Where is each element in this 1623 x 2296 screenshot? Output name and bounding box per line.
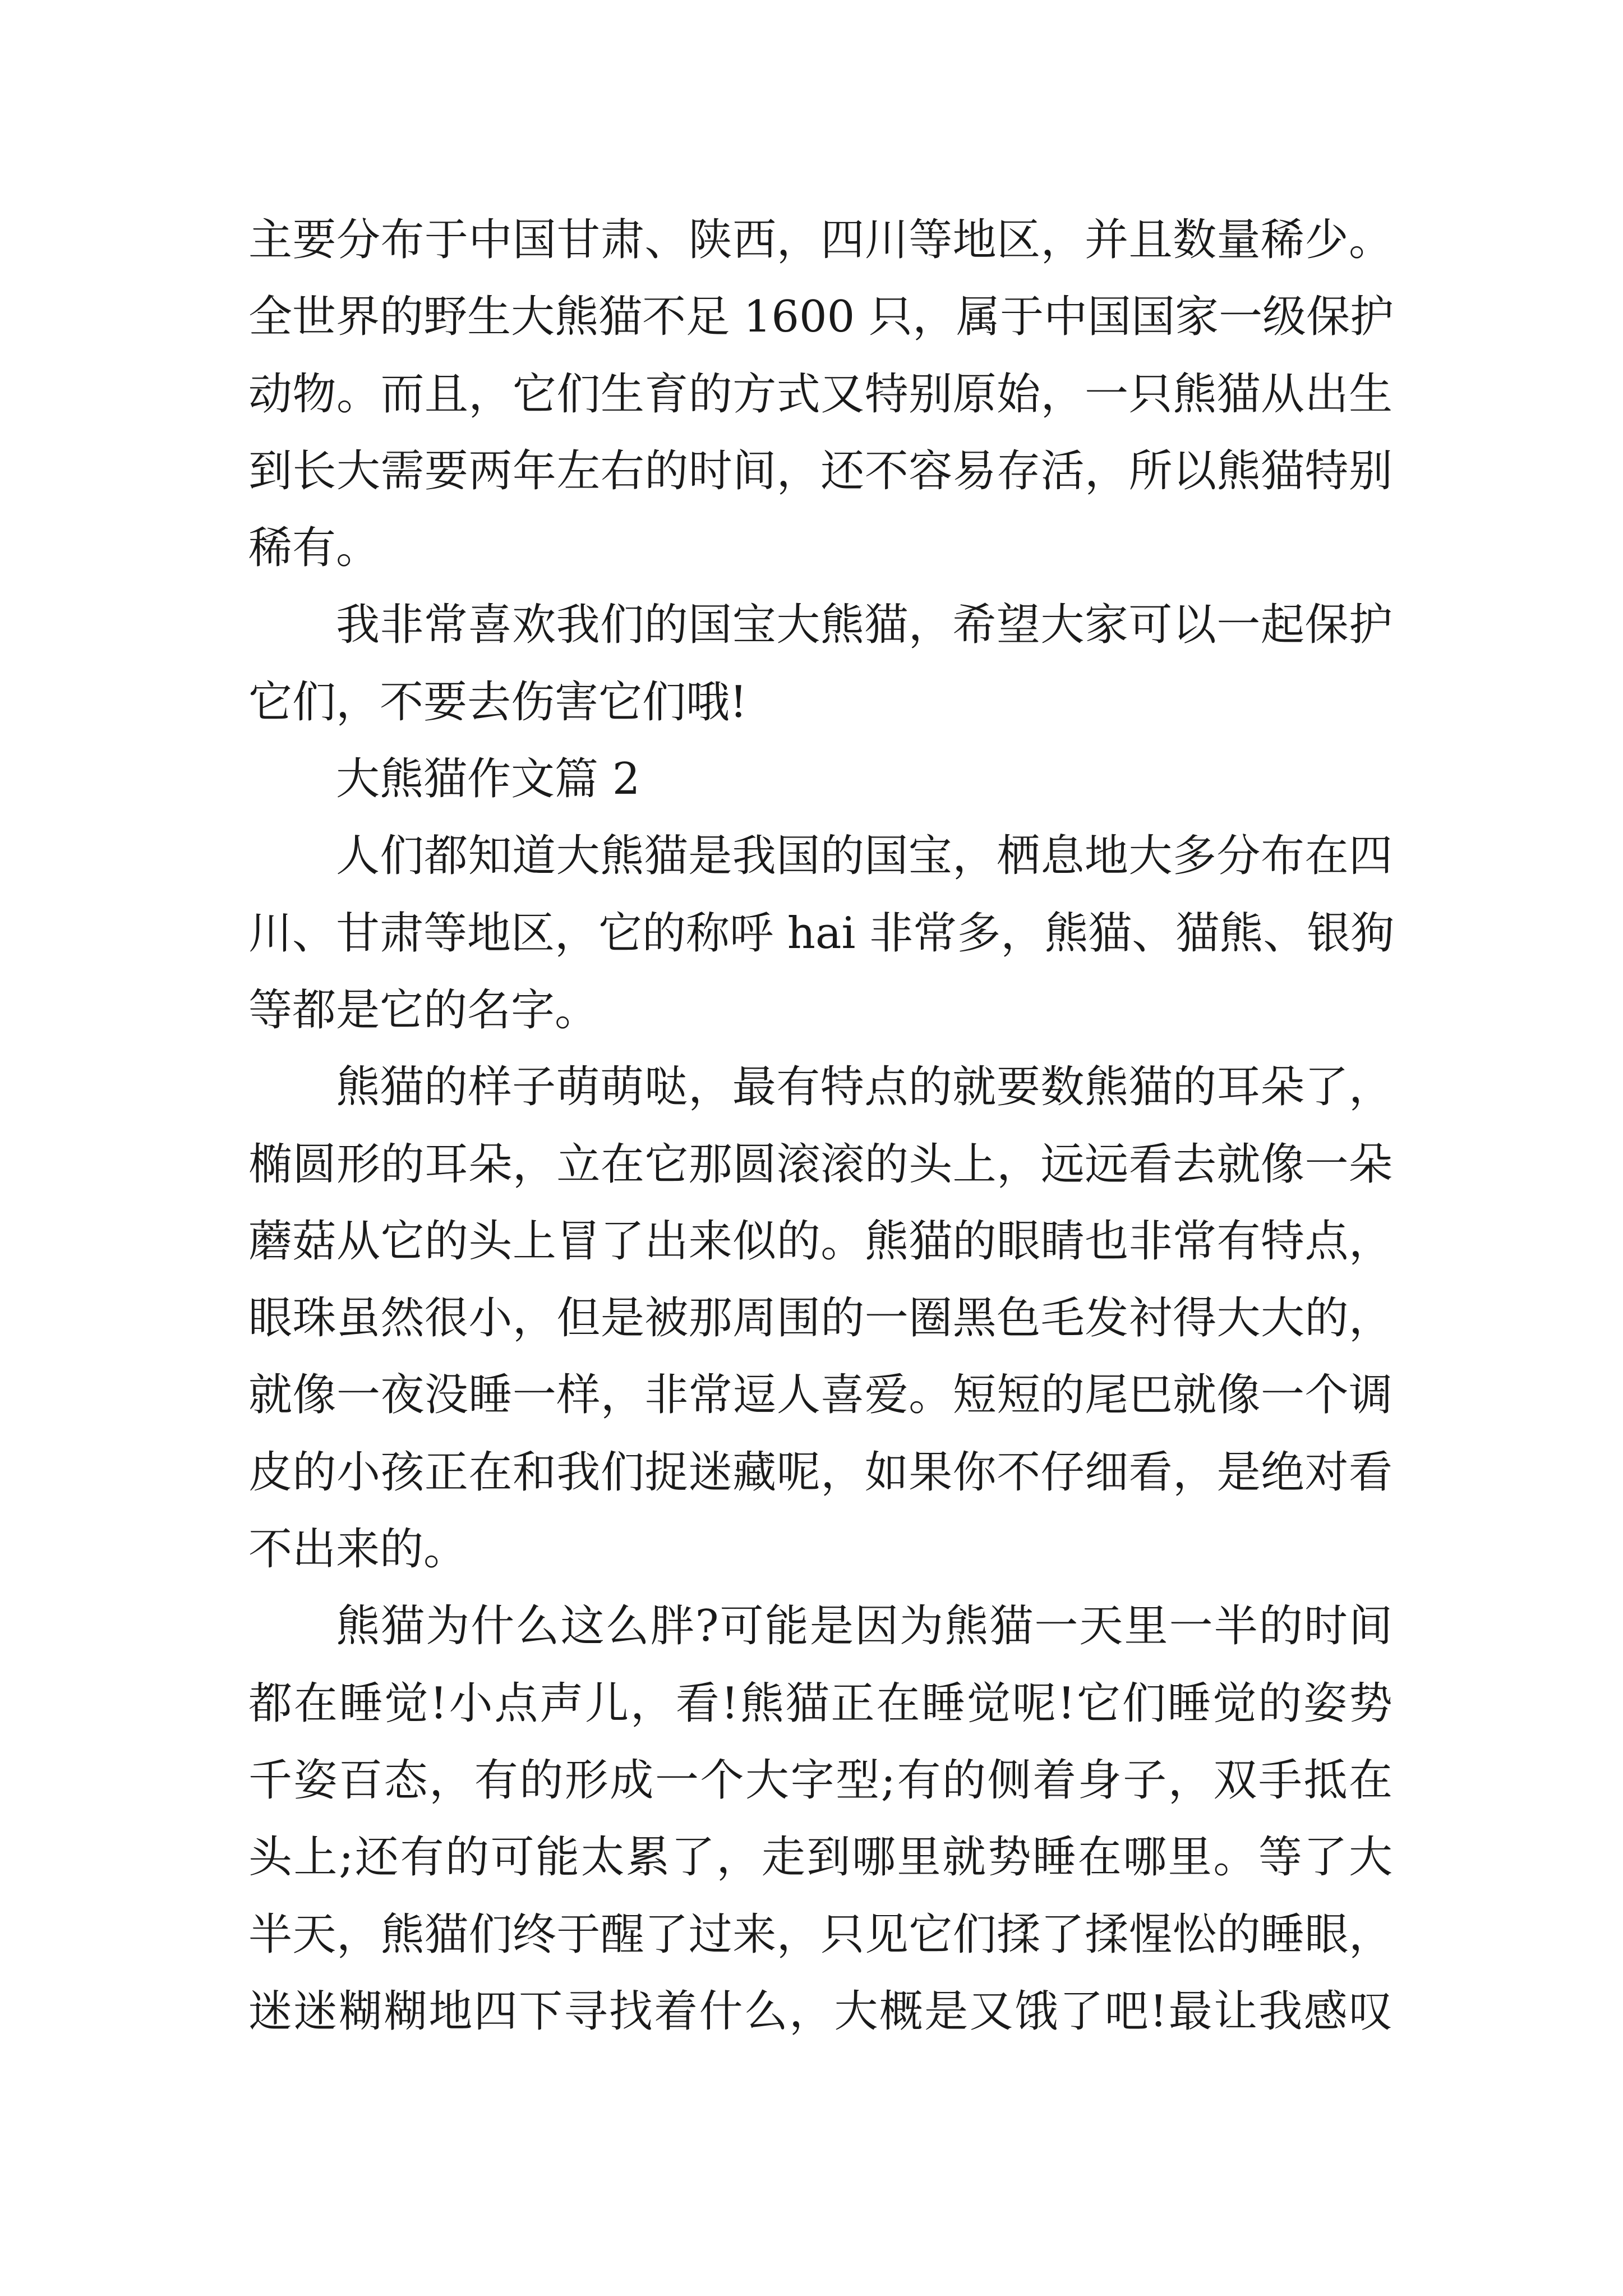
text-line: 动物。而且，它们生育的方式又特别原始，一只熊猫从出生 [248,369,1393,420]
text-line: 人们都知道大熊猫是我国的国宝，栖息地大多分布在四 [336,831,1393,882]
paragraph-5 [248,1588,1393,2050]
paragraph-4 [248,1049,1393,1588]
text-line: 它们，不要去伤害它们哦! [248,677,748,728]
text-line: 皮的小孩正在和我们捉迷藏呢，如果你不仔细看，是绝对看 [248,1447,1393,1498]
text-line: 不出来的。 [248,1524,468,1575]
text-line: 蘑菇从它的头上冒了出来似的。熊猫的眼睛也非常有特点， [248,1216,1393,1267]
text-line: 椭圆形的耳朵，立在它那圆滚滚的头上，远远看去就像一朵 [248,1139,1393,1190]
text-line: 等都是它的名字。 [248,984,599,1036]
paragraph-2 [248,587,1393,741]
document-body [248,202,1393,2050]
text-line: 半天，熊猫们终于醒了过来，只见它们揉了揉惺忪的睡眼， [248,1909,1393,1960]
text-line: 头上;还有的可能太累了，走到哪里就势睡在哪里。等了大 [248,1832,1393,1883]
text-line: 就像一夜没睡一样，非常逗人喜爱。短短的尾巴就像一个调 [248,1370,1393,1421]
text-line: 到长大需要两年左右的时间，还不容易存活，所以熊猫特别 [248,445,1393,496]
text-line: 熊猫为什么这么胖?可能是因为熊猫一天里一半的时间 [336,1601,1393,1652]
paragraph-1 [248,202,1393,587]
text-line: 都在睡觉!小点声儿，看!熊猫正在睡觉呢!它们睡觉的姿势 [248,1678,1393,1729]
text-line: 熊猫的样子萌萌哒，最有特点的就要数熊猫的耳朵了， [336,1062,1393,1113]
text-line: 川、甘肃等地区，它的称呼 hai 非常多，熊猫、猫熊、银狗 [248,908,1395,959]
section-title: 大熊猫作文篇 2 [336,754,640,805]
text-line: 主要分布于中国甘肃、陕西，四川等地区，并且数量稀少。 [248,215,1393,265]
text-line: 全世界的野生大熊猫不足 1600 只，属于中国国家一级保护 [248,292,1394,343]
paragraph-3 [248,818,1393,1049]
text-line: 眼珠虽然很小，但是被那周围的一圈黑色毛发衬得大大的， [248,1293,1393,1344]
text-line: 迷迷糊糊地四下寻找着什么，大概是又饿了吧!最让我感叹 [248,1986,1393,2037]
section-heading [248,741,1393,818]
text-line: 千姿百态，有的形成一个大字型;有的侧着身子，双手抵在 [248,1755,1393,1806]
text-line: 稀有。 [248,523,380,574]
text-line: 我非常喜欢我们的国宝大熊猫，希望大家可以一起保护 [336,600,1393,651]
